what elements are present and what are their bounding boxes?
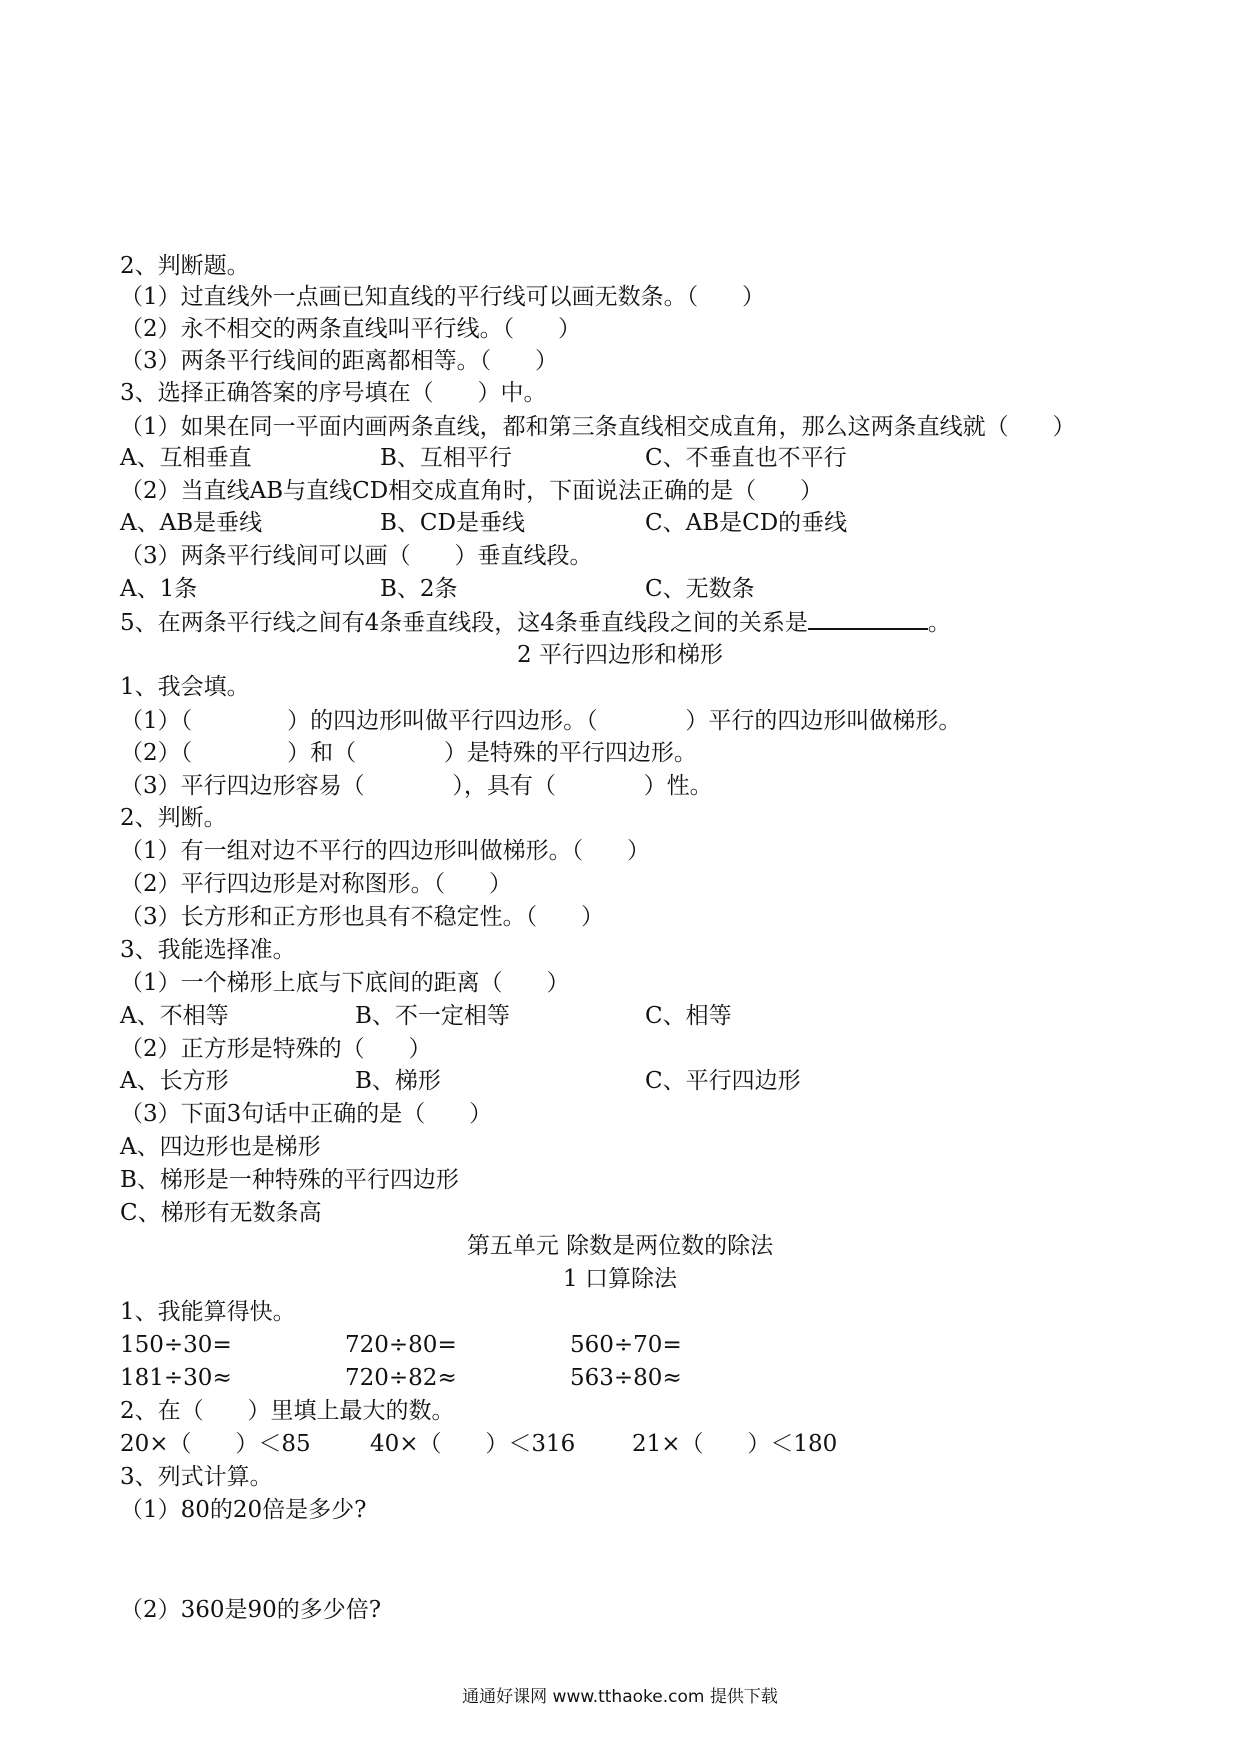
choice-option-a: A、四边形也是梯形 [120, 1134, 321, 1160]
section-title: 1 口算除法 [563, 1266, 677, 1292]
fill-item: （2）（ ）和（ ）是特殊的平行四边形。 [120, 740, 697, 766]
choice-question: （1）一个梯形上底与下底间的距离（ ） [120, 970, 570, 996]
calc-item: 181÷30≈ [120, 1365, 232, 1391]
choice-question: （2）当直线AB与直线CD相交成直角时，下面说法正确的是（ ） [120, 478, 824, 504]
choice-question: （1）如果在同一平面内画两条直线，都和第三条直线相交成直角，那么这两条直线就（ ） [120, 414, 1076, 440]
footer-credit: 通通好课网 www.tthaoke.com 提供下载 [462, 1687, 778, 1707]
choice-option-a: A、1条 [120, 576, 198, 602]
judge-item: （2）平行四边形是对称图形。（ ） [120, 871, 512, 897]
calc-item: 150÷30= [120, 1332, 232, 1358]
question-title: 2、判断题。 [120, 253, 250, 279]
choice-option-b: B、梯形 [355, 1068, 441, 1094]
calc-item: 720÷82≈ [345, 1365, 457, 1391]
choice-option-c: C、不垂直也不平行 [645, 445, 847, 471]
fill-item: （3）平行四边形容易（ ），具有（ ）性。 [120, 773, 713, 799]
answer-blank[interactable] [808, 606, 928, 630]
judge-item: （2）永不相交的两条直线叫平行线。（ ） [120, 316, 581, 342]
question-title: 2、判断。 [120, 805, 227, 831]
word-problem: （1）80的20倍是多少? [120, 1497, 367, 1523]
fill-item: （1）（ ）的四边形叫做平行四边形。（ ）平行的四边形叫做梯形。 [120, 708, 962, 734]
choice-option-b: B、互相平行 [380, 445, 512, 471]
judge-item: （1）过直线外一点画已知直线的平行线可以画无数条。（ ） [120, 284, 765, 310]
choice-option-c: C、无数条 [645, 576, 755, 602]
choice-option-a: A、长方形 [120, 1068, 229, 1094]
choice-question: （2）正方形是特殊的（ ） [120, 1036, 432, 1062]
fill-item: 20×（ ）＜85 [120, 1431, 311, 1457]
choice-option-b: B、不一定相等 [355, 1003, 510, 1029]
question-title: 3、列式计算。 [120, 1464, 273, 1490]
question-title: 1、我能算得快。 [120, 1299, 296, 1325]
choice-option-c: C、相等 [645, 1003, 732, 1029]
choice-option-b: B、CD是垂线 [380, 510, 525, 536]
fill-question-text: 5、在两条平行线之间有4条垂直线段，这4条垂直线段之间的关系是 [120, 610, 808, 636]
choice-option-c: C、梯形有无数条高 [120, 1200, 322, 1226]
fill-item: 40×（ ）＜316 [370, 1431, 576, 1457]
word-problem: （2）360是90的多少倍? [120, 1597, 382, 1623]
calc-item: 563÷80≈ [570, 1365, 682, 1391]
choice-question: （3）两条平行线间可以画（ ）垂直线段。 [120, 543, 593, 569]
fill-question-end: 。 [927, 610, 951, 636]
choice-option-b: B、梯形是一种特殊的平行四边形 [120, 1167, 459, 1193]
unit-title: 第五单元 除数是两位数的除法 [466, 1233, 774, 1259]
choice-option-c: C、AB是CD的垂线 [645, 510, 848, 536]
question-title: 1、我会填。 [120, 674, 250, 700]
fill-item: 21×（ ）＜180 [632, 1431, 838, 1457]
judge-item: （3）两条平行线间的距离都相等。（ ） [120, 348, 558, 374]
choice-option-c: C、平行四边形 [645, 1068, 801, 1094]
judge-item: （3）长方形和正方形也具有不稳定性。（ ） [120, 904, 604, 930]
question-title: 3、我能选择准。 [120, 937, 296, 963]
choice-option-a: A、互相垂直 [120, 445, 252, 471]
question-title: 2、在（ ）里填上最大的数。 [120, 1398, 455, 1424]
fill-question [120, 606, 951, 638]
question-title: 3、选择正确答案的序号填在（ ）中。 [120, 380, 547, 406]
choice-option-a: A、不相等 [120, 1003, 229, 1029]
section-title: 2 平行四边形和梯形 [517, 642, 723, 668]
choice-option-b: B、2条 [380, 576, 458, 602]
choice-question: （3）下面3句话中正确的是（ ） [120, 1101, 493, 1127]
judge-item: （1）有一组对边不平行的四边形叫做梯形。（ ） [120, 838, 650, 864]
calc-item: 560÷70= [570, 1332, 682, 1358]
choice-option-a: A、AB是垂线 [120, 510, 263, 536]
calc-item: 720÷80= [345, 1332, 457, 1358]
